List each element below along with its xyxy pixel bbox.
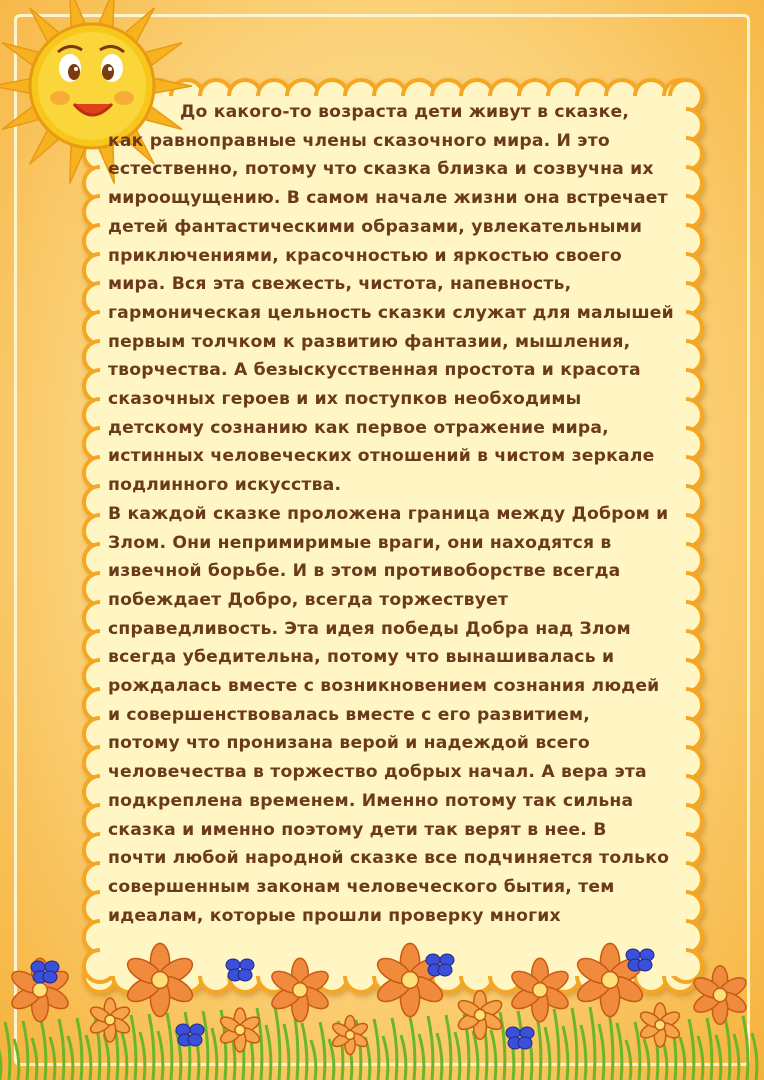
text-line: совершенным законам человеческого бытия, тем: [108, 876, 615, 897]
text-line: естественно, потому что сказка близка и созвучна их: [108, 159, 654, 180]
grass-icon: [41, 1020, 46, 1080]
text-line: подкреплена временем. Именно потому так сильна: [108, 790, 634, 811]
grass-icon: [383, 1036, 388, 1080]
grass-icon: [707, 1018, 712, 1080]
text-line: подлинного искусства.: [108, 475, 342, 496]
grass-icon: [14, 1039, 19, 1080]
text-line: творчества. А безыскусственная простота и красота: [108, 360, 641, 381]
grass-icon: [50, 1037, 55, 1080]
grass-icon: [392, 1018, 397, 1080]
grass-icon: [752, 1033, 757, 1080]
grass-icon: [545, 1027, 550, 1080]
paragraph-2: [108, 500, 678, 931]
grass-icon: [698, 1036, 703, 1080]
text-line: и совершенствовалась вместе с его развитием,: [108, 704, 591, 725]
grass-icon: [491, 1030, 496, 1080]
text-line: истинных человеческих отношений в чистом зеркале: [108, 446, 655, 467]
grass-icon: [590, 1007, 595, 1080]
text-line: В каждой сказке проложена граница между Добром и: [108, 503, 669, 524]
grass-icon: [23, 1021, 28, 1080]
grass-icon: [437, 1033, 442, 1080]
grass-icon: [266, 1025, 271, 1080]
text-line: всегда убедительна, потому что вынашивалась и: [108, 647, 615, 668]
grass-icon: [59, 1019, 64, 1080]
flower-icon: [268, 958, 331, 1021]
text-line: Злом. Они непримиримые враги, они находятся в: [108, 532, 612, 553]
grass-icon: [617, 1023, 622, 1080]
flower-icon: [124, 943, 197, 1016]
text-line: До какого-то возраста дети живут в сказке,: [180, 102, 630, 122]
grass-icon: [680, 1037, 685, 1080]
grass-icon: [158, 1031, 163, 1080]
grass-icon: [572, 1008, 577, 1080]
text-line: побеждает Добро, всегда торжествует: [108, 589, 509, 610]
grass-icon: [725, 1017, 730, 1080]
text-line: гармоническая цельность сказки служат для малышей: [108, 302, 674, 323]
grass-icon: [302, 1023, 307, 1080]
grass-icon: [284, 1024, 289, 1080]
grass-icon: [716, 1035, 721, 1080]
grass-icon: [563, 1026, 568, 1080]
grass-icon: [455, 1032, 460, 1080]
grass-icon: [644, 1039, 649, 1080]
grass-icon: [734, 1034, 739, 1080]
grass-icon: [68, 1036, 73, 1080]
text-line: приключениями, красочностью и яркостью своего: [108, 245, 622, 266]
grass-icon: [275, 1007, 280, 1080]
butterfly-icon: [226, 959, 254, 981]
grass-icon: [320, 1022, 325, 1080]
grass-icon: [149, 1014, 154, 1080]
grass-icon: [86, 1035, 91, 1080]
grass-icon: [374, 1019, 379, 1080]
grass-icon: [554, 1009, 559, 1080]
grass-icon: [0, 1040, 1, 1080]
grass-icon: [689, 1019, 694, 1080]
grass-icon: [311, 1040, 316, 1080]
grass-icon: [212, 1028, 217, 1080]
grass-icon: [140, 1032, 145, 1080]
grass-icon: [77, 1018, 82, 1080]
text-line: детскому сознанию как первое отражение мира,: [108, 417, 609, 438]
grass-icon: [203, 1011, 208, 1080]
grass-icon: [635, 1022, 640, 1080]
grass-icon: [743, 1016, 748, 1080]
text-line: сказка и именно поэтому дети так верят в нее. В: [108, 819, 607, 840]
text-line: рождалась вместе с возникновением сознания людей: [108, 676, 660, 697]
text-line: мироощущению. В самом начале жизни она встречает: [108, 188, 668, 209]
grass-icon: [401, 1035, 406, 1080]
text-line: мира. Вся эта свежесть, чистота, напевность,: [108, 274, 572, 295]
text-line: справедливость. Эта идея победы Добра над Злом: [108, 618, 631, 639]
grass-icon: [581, 1025, 586, 1080]
text-line: идеалам, которые прошли проверку многих: [108, 905, 561, 926]
text-line: потому что пронизана верой и надеждой всего: [108, 733, 590, 754]
grass-icon: [167, 1013, 172, 1080]
grass-icon: [419, 1034, 424, 1080]
text-line: человечества в торжество добрых начал. А вера эта: [108, 762, 647, 783]
grass-icon: [131, 1015, 136, 1080]
text-line: как равноправные члены сказочного мира. И это: [108, 130, 610, 151]
flower-icon: [331, 1015, 370, 1054]
flower-icon: [691, 966, 749, 1025]
grass-icon: [5, 1022, 10, 1080]
text-line: извечной борьбе. И в этом противоборстве всегда: [108, 561, 621, 582]
text-line: почти любой народной сказке все подчиняется только: [108, 848, 670, 869]
grass-icon: [446, 1015, 451, 1080]
text-line: сказочных героев и их поступков необходимы: [108, 389, 582, 410]
paragraph-1: [108, 98, 678, 500]
grass-icon: [410, 1017, 415, 1080]
flower-meadow: [0, 920, 764, 1080]
text-line: детей фантастическими образами, увлекательными: [108, 216, 643, 237]
grass-icon: [122, 1033, 127, 1080]
article-text: [108, 98, 678, 930]
grass-icon: [32, 1038, 37, 1080]
text-line: первым толчком к развитию фантазии, мышления,: [108, 331, 631, 352]
grass-icon: [626, 1040, 631, 1080]
grass-icon: [599, 1024, 604, 1080]
grass-icon: [428, 1016, 433, 1080]
